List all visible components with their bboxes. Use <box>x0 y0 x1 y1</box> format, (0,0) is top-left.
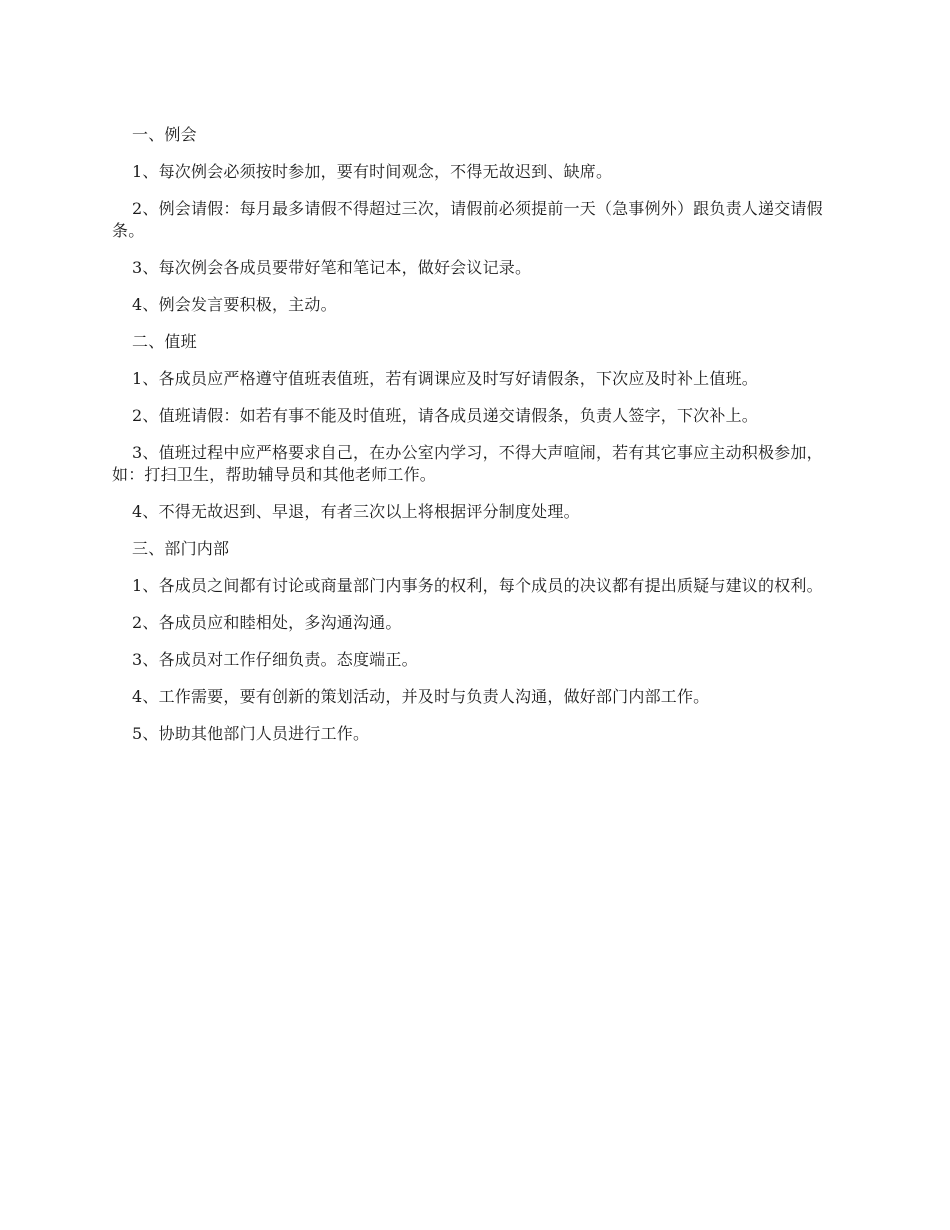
rule-paragraph: 4、不得无故迟到、早退，有者三次以上将根据评分制度处理。 <box>132 502 580 521</box>
section-heading-duty: 二、值班 <box>132 332 197 351</box>
rule-paragraph: 1、各成员应严格遵守值班表值班，若有调课应及时写好请假条，下次应及时补上值班。 <box>132 369 758 388</box>
rule-paragraph: 2、例会请假：每月最多请假不得超过三次，请假前必须提前一天（急事例外）跟负责人递交请假条。 <box>112 199 823 240</box>
section-heading-meetings: 一、例会 <box>132 125 197 144</box>
rule-paragraph: 4、工作需要，要有创新的策划活动，并及时与负责人沟通，做好部门内部工作。 <box>132 687 710 706</box>
rule-paragraph: 2、值班请假：如若有事不能及时值班，请各成员递交请假条，负责人签字，下次补上。 <box>132 406 758 425</box>
rule-paragraph: 3、值班过程中应严格要求自己，在办公室内学习，不得大声喧闹，若有其它事应主动积极参加，如：打扫卫生，帮助辅导员和其他老师工作。 <box>112 443 823 484</box>
rule-paragraph: 4、例会发言要积极，主动。 <box>132 295 337 314</box>
rule-paragraph: 3、每次例会各成员要带好笔和笔记本，做好会议记录。 <box>132 258 532 277</box>
section-heading-department: 三、部门内部 <box>132 539 230 558</box>
rule-paragraph: 2、各成员应和睦相处，多沟通沟通。 <box>132 613 402 632</box>
rule-paragraph: 1、每次例会必须按时参加，要有时间观念，不得无故迟到、缺席。 <box>132 162 613 181</box>
rule-paragraph: 3、各成员对工作仔细负责。态度端正。 <box>132 650 418 669</box>
rule-paragraph: 5、协助其他部门人员进行工作。 <box>132 724 370 743</box>
document-page <box>112 124 837 760</box>
rule-paragraph: 1、各成员之间都有讨论或商量部门内事务的权利，每个成员的决议都有提出质疑与建议的权利。 <box>132 576 823 595</box>
